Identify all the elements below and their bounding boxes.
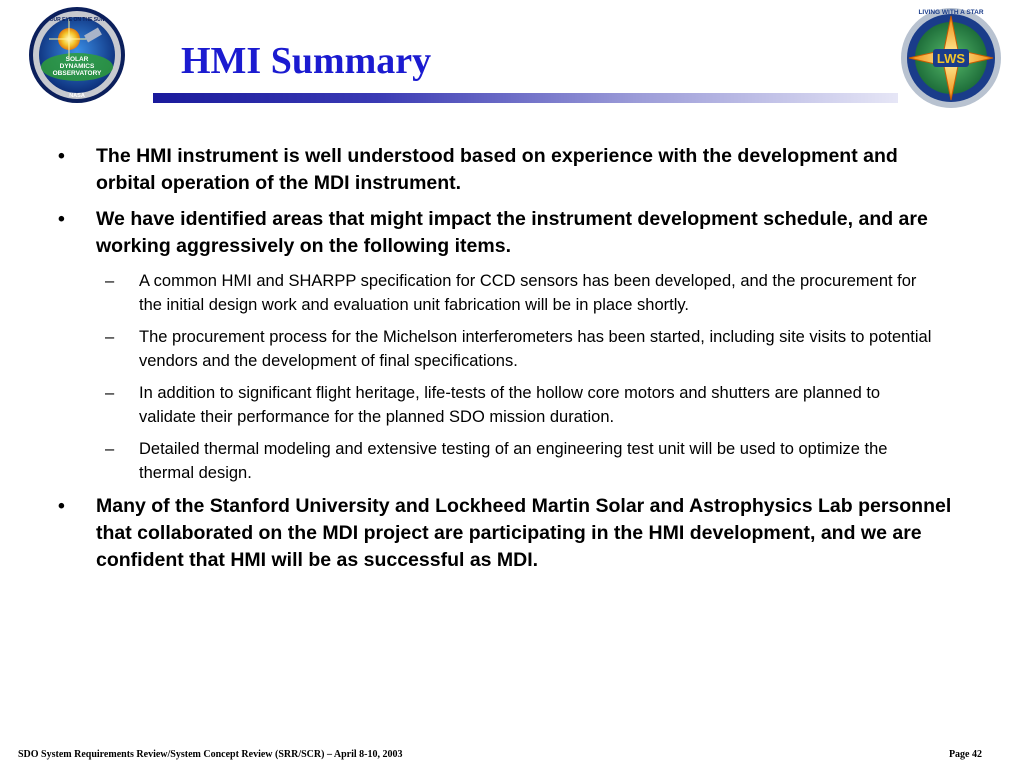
logo-right-ring-text: LIVING WITH A STAR xyxy=(918,9,984,16)
logo-right-center-text: LWS xyxy=(936,51,966,66)
sub-bullet-text: In addition to significant flight heritage, life-tests of the hollow core motors and shutters are planned to validate their performance for the planned SDO mission duration. xyxy=(139,384,881,426)
sub-bullet-marker: – xyxy=(105,328,115,346)
sub-bullet-marker: – xyxy=(105,272,115,290)
sub-bullet-item xyxy=(100,325,939,373)
logo-left-line-1: SOLAR xyxy=(65,56,89,63)
title-underline-bar xyxy=(153,93,898,103)
logo-left-line-2: DYNAMICS xyxy=(59,63,95,70)
bullet-item xyxy=(55,206,960,260)
footer-event-text: SDO System Requirements Review/System Concept Review (SRR/SCR) – April 8-10, 2003 xyxy=(18,749,403,760)
sub-bullet-text: The procurement process for the Michelson interferometers has been started, including site visits to potential vendors and the development of final specifications. xyxy=(139,328,932,370)
sub-bullet-item xyxy=(100,437,939,485)
lws-living-with-a-star-logo xyxy=(895,2,1007,114)
sdo-mission-logo xyxy=(27,5,127,105)
bullet-marker: • xyxy=(58,145,65,167)
bullet-item xyxy=(55,143,960,197)
bullet-marker: • xyxy=(58,208,65,230)
page-title: HMI Summary xyxy=(181,40,432,82)
sub-bullet-marker: – xyxy=(105,440,115,458)
logo-left-ring-text: OUR EYE ON THE SUN xyxy=(49,17,105,23)
sub-bullet-text: A common HMI and SHARPP specification for CCD sensors has been developed, and the procurement for the initial design work and evaluation unit fabrication will be in place shortly. xyxy=(139,272,917,314)
bullet-item xyxy=(55,493,960,574)
logo-left-line-3: OBSERVATORY xyxy=(52,70,102,77)
sub-bullet-list xyxy=(100,269,960,485)
sub-bullet-marker: – xyxy=(105,384,115,402)
bullet-text: The HMI instrument is well understood based on experience with the development and orbital operation of the MDI instrument. xyxy=(96,145,898,194)
logo-left-bottom-text: NASA xyxy=(69,93,85,99)
slide-content xyxy=(55,143,960,583)
bullet-text: We have identified areas that might impact the instrument development schedule, and are working aggressively on the following items. xyxy=(96,208,928,257)
footer-page-number: Page 42 xyxy=(948,749,982,760)
sub-bullet-item xyxy=(100,269,939,317)
bullet-text: Many of the Stanford University and Lockheed Martin Solar and Astrophysics Lab personnel that collaborated on the MDI project are participating in the HMI development, and we are confident that HMI will be as successful as MDI. xyxy=(96,495,952,571)
sub-bullet-text: Detailed thermal modeling and extensive testing of an engineering test unit will be used to optimize the thermal design. xyxy=(139,440,888,482)
bullet-marker: • xyxy=(58,495,65,517)
sub-bullet-item xyxy=(100,381,939,429)
